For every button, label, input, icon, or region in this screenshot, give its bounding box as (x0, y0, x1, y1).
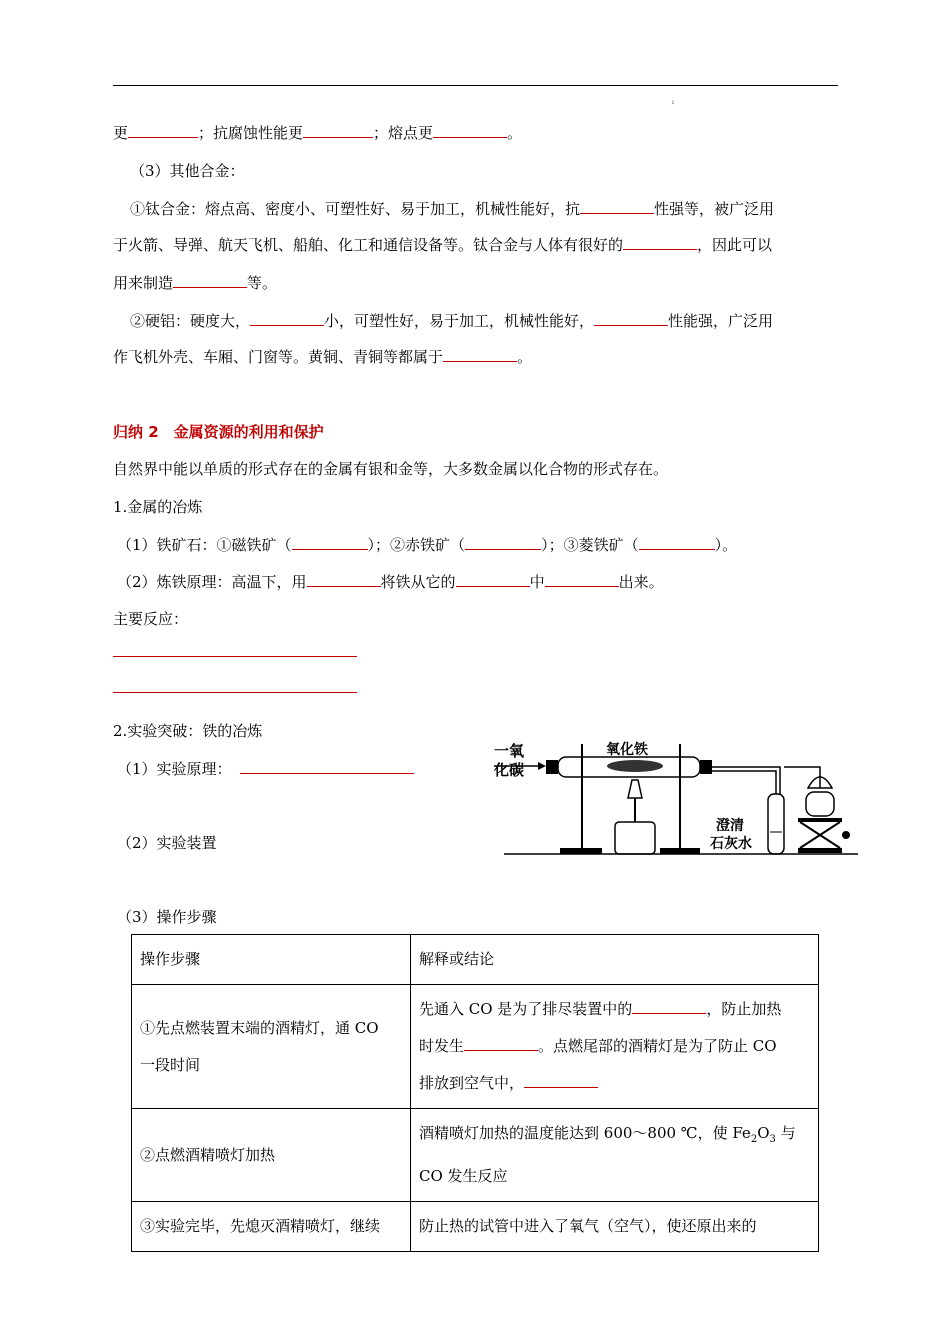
blank[interactable] (594, 312, 668, 326)
table-row (132, 985, 819, 1109)
section-heading: 归纳 2 金属资源的利用和保护 (113, 423, 324, 441)
iron-oxide-label: 氧化铁 (606, 742, 648, 758)
step-cell: ①先点燃装置末端的酒精灯，通 CO 一段时间 (132, 985, 411, 1109)
iron-oxide-sample (607, 760, 663, 772)
lab-jack-base (798, 848, 842, 853)
main-reactions-label: 主要反应： (113, 610, 189, 628)
blank[interactable] (307, 573, 381, 587)
table-row (132, 1202, 819, 1252)
duralumin-line-2: 作飞机外壳、车厢、门窗等。黄铜、青铜等都属于 。 (113, 348, 533, 366)
principle-answer-line[interactable] (240, 773, 414, 774)
blank[interactable] (545, 573, 619, 587)
apparatus-label: （2）实验装置 (117, 834, 217, 852)
stand-base-right (660, 848, 700, 854)
titanium-line-1: ①钛合金：熔点高、密度小、可塑性好、易于加工，机械性能好，抗 性强等，被广泛用 (130, 200, 775, 218)
iron-smelting-apparatus-diagram (490, 736, 860, 862)
procedure-table (131, 934, 819, 1252)
stopper-right (700, 760, 712, 774)
lab-jack-top (798, 818, 842, 822)
limewater-label-1: 澄清 (716, 818, 744, 834)
reaction-answer-line-2[interactable] (113, 692, 357, 693)
note-cell: 先通入 CO 是为了排尽装置中的 ，防止加热 时发生 。点燃尾部的酒精灯是为了防止 CO 排放到空气中， (411, 985, 819, 1109)
blank[interactable] (292, 536, 368, 550)
intro-text: 自然界中能以单质的形式存在的金属有银和金等，大多数金属以化合物的形式存在。 (113, 460, 669, 478)
other-alloys-title: （3）其他合金： (130, 162, 245, 180)
note-cell: 酒精喷灯加热的温度能达到 600～800 ℃，使 $Fe_2O_3$ 与 CO 发生反应 (411, 1109, 819, 1202)
step-cell: ③实验完毕，先熄灭酒精喷灯，继续 (132, 1202, 411, 1252)
blank[interactable] (639, 536, 715, 550)
experiment-title: 2.实验突破：铁的冶炼 (113, 722, 263, 740)
note-cell: 防止热的试管中进入了氧气（空气），使还原出来的 (411, 1202, 819, 1252)
blank[interactable] (303, 124, 373, 138)
limewater-label-2: 石灰水 (710, 836, 752, 852)
blank[interactable] (623, 236, 697, 250)
alcohol-lamp (806, 792, 834, 816)
blank[interactable] (433, 124, 507, 138)
test-tube (768, 794, 784, 854)
blank[interactable] (173, 274, 247, 288)
co-label-2: 化碳 (494, 761, 525, 779)
blank[interactable] (524, 1074, 598, 1088)
titanium-line-3: 用来制造 等。 (113, 274, 278, 292)
duralumin-line-1: ②硬铝：硬度大， 小，可塑性好，易于加工，机械性能好， 性能强，广泛用 (130, 312, 774, 330)
stand-base-left (560, 848, 602, 854)
lab-jack-knob (842, 831, 850, 839)
blank[interactable] (632, 1000, 706, 1014)
blank[interactable] (443, 348, 517, 362)
experiment-principle: （1）实验原理： (117, 760, 232, 778)
blank[interactable] (464, 1037, 538, 1051)
co-label-1: 一氧 (494, 742, 525, 760)
alloy-properties-line: 更 ；抗腐蚀性能更 ；熔点更 。 (113, 124, 523, 142)
blank[interactable] (465, 536, 541, 550)
alcohol-blast-lamp (615, 822, 655, 854)
exhaust-pipe (784, 767, 820, 788)
header-step: 操作步骤 (132, 935, 411, 985)
blank[interactable] (580, 200, 654, 214)
gas-pipe-inner (712, 771, 776, 794)
titanium-line-2: 于火箭、导弹、航天飞机、船舶、化工和通信设备等。钛合金与人体有很好的 ，因此可以 (113, 236, 773, 254)
page-marker: ı (672, 99, 674, 106)
step-cell: ②点燃酒精喷灯加热 (132, 1109, 411, 1202)
table-header-row (132, 935, 819, 985)
reaction-answer-line-1[interactable] (113, 656, 357, 657)
blank[interactable] (250, 312, 324, 326)
table-row (132, 1109, 819, 1202)
header-rule (113, 85, 838, 86)
stopper-left (546, 760, 558, 774)
header-note: 解释或结论 (411, 935, 819, 985)
smelting-title: 1.金属的冶炼 (113, 498, 203, 516)
blank[interactable] (128, 124, 198, 138)
principle-line: （2）炼铁原理：高温下，用 将铁从它的 中 出来。 (117, 573, 664, 591)
blank[interactable] (456, 573, 530, 587)
iron-ores-line: （1）铁矿石：①磁铁矿（ ）；②赤铁矿（ ）；③菱铁矿（ ）。 (117, 536, 738, 554)
arrow-head (538, 762, 546, 770)
flame (628, 780, 642, 798)
procedure-title: （3）操作步骤 (117, 908, 217, 926)
